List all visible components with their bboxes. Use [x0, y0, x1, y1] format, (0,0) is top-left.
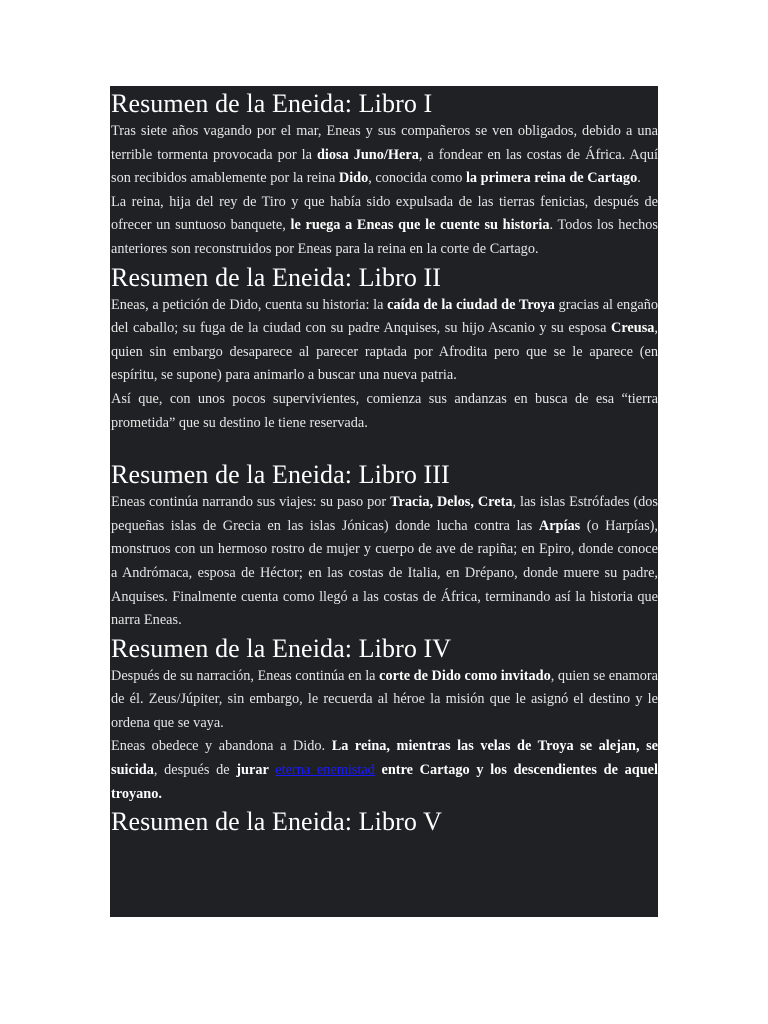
text-run: Después de su narración, Eneas continúa en la	[111, 667, 380, 684]
bold-run: la primera reina de Cartago	[465, 170, 638, 187]
bold-run: diosa Juno/Hera	[316, 146, 419, 163]
eterna-enemistad-link[interactable]: eterna enemistad	[275, 762, 375, 779]
text-run: La reina, hija del rey de Tiro y que había sido expulsada de las tierras fenicias, después de ofrecer un suntuoso banquete,	[111, 193, 658, 234]
document-sheet	[110, 86, 658, 917]
text-run: Así que, con unos pocos supervivientes, comienza sus andanzas en busca de esa “tierra prometida” que su destino le tiene reservada.	[111, 390, 658, 431]
bold-run: caída de la ciudad de Troya	[387, 296, 555, 313]
bold-run: La reina, mientras las velas de Troya se alejan, se suicida	[111, 738, 658, 779]
bold-run: entre Cartago y los descendientes de aquel troyano.	[111, 762, 658, 802]
text-run: , quien se enamora de él. Zeus/Júpiter, sin embargo, le recuerda al héroe la misión que le asignó el destino y le ordena que se vaya.	[111, 667, 658, 731]
text-run: , después de	[153, 762, 237, 779]
paragraph-libro-2-b	[111, 388, 658, 435]
bold-run: Tracia, Delos, Creta	[390, 494, 513, 511]
text-run: , a fondear en las costas de África. Aquí son recibidos amablemente por la reina	[111, 146, 658, 187]
text-run: (o Harpías), monstruos con un hermoso rostro de mujer y cuerpo de ave de rapiña; en Epiro, donde conoce a Andrómaca, esposa de Héctor; en las costas de Italia, en Drépano, donde muere su padre, Anquises. Finalmente cuenta como llegó a las costas de África, terminando así la historia que narra Eneas.	[111, 517, 658, 629]
text-run: Eneas continúa narrando sus viajes: su paso por	[111, 494, 391, 511]
heading-libro-5: Resumen de la Eneida: Libro V	[111, 807, 442, 837]
text-run: Eneas, a petición de Dido, cuenta su historia: la	[111, 296, 388, 313]
heading-libro-1: Resumen de la Eneida: Libro I	[111, 89, 433, 118]
bold-run: corte de Dido como invitado	[379, 667, 551, 684]
text-run: gracias al engaño del caballo; su fuga de la ciudad con su padre Anquises, su hijo Ascanio y su esposa	[111, 296, 658, 337]
paragraph-libro-3-a	[111, 491, 658, 633]
bold-run: Creusa	[611, 320, 655, 337]
paragraph-libro-2-a	[111, 294, 658, 388]
text-run: , las islas Estrófades (dos pequeñas islas de Grecia en las islas Jónicas) donde lucha contra las	[111, 494, 658, 534]
blank-line	[111, 435, 658, 459]
bold-run: Dido	[338, 170, 369, 187]
text-run: , conocida como	[368, 170, 466, 187]
text-run: . Todos los hechos anteriores son reconstruidos por Eneas para la reina en la corte de Cartago.	[111, 217, 658, 257]
heading-libro-4: Resumen de la Eneida: Libro IV	[111, 633, 452, 663]
paragraph-libro-1-a	[111, 120, 658, 191]
bold-run: le ruega a Eneas que le cuente su historia	[290, 217, 550, 234]
text-run: Tras siete años vagando por el mar, Eneas y sus compañeros se ven obligados, debido a una terrible tormenta provocada por la	[111, 123, 658, 163]
paragraph-libro-4-b	[111, 735, 658, 806]
bold-run: jurar	[236, 762, 276, 779]
bold-run: Arpías	[538, 517, 581, 534]
text-run: , quien sin embargo desaparece al parecer raptada por Afrodita pero que se le aparece (en espíritu, se supone) para animarlo a buscar una nueva patria.	[111, 320, 658, 384]
paragraph-libro-1-b	[111, 191, 658, 262]
paragraph-libro-4-a	[111, 665, 658, 736]
heading-libro-2: Resumen de la Eneida: Libro II	[111, 262, 442, 292]
text-run: .	[637, 170, 641, 187]
text-run: Eneas obedece y abandona a Dido.	[111, 738, 332, 755]
heading-libro-3: Resumen de la Eneida: Libro III	[111, 460, 450, 490]
